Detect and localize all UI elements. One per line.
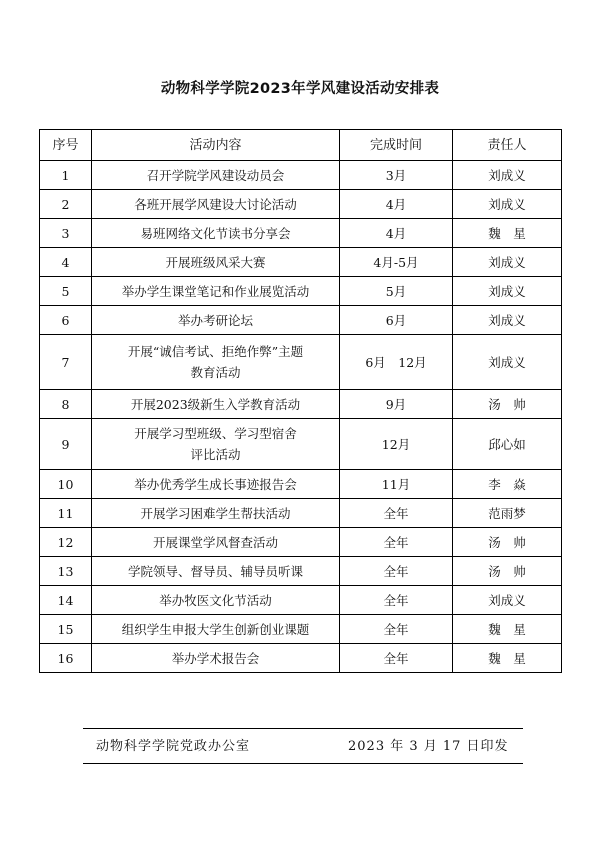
row-time: 9月: [340, 390, 453, 419]
table-row: [40, 557, 562, 586]
row-time: 5月: [340, 277, 453, 306]
row-number: 12: [40, 528, 92, 557]
row-number: 4: [40, 248, 92, 277]
row-number: 15: [40, 615, 92, 644]
row-content: 举办学术报告会: [92, 644, 340, 673]
row-content: 易班网络文化节读书分享会: [92, 219, 340, 248]
row-person: 刘成义: [453, 161, 562, 190]
row-person: 刘成义: [453, 277, 562, 306]
row-time: 6月 12月: [340, 335, 453, 390]
table-header-row: [40, 130, 562, 161]
row-number: 10: [40, 470, 92, 499]
table-row: [40, 335, 562, 390]
page-title: 动物科学学院2023年学风建设活动安排表: [160, 81, 440, 97]
row-number: 1: [40, 161, 92, 190]
row-number: 11: [40, 499, 92, 528]
table-row: [40, 528, 562, 557]
row-time: 6月: [340, 306, 453, 335]
row-person: 魏 星: [453, 219, 562, 248]
row-content: 组织学生申报大学生创新创业课题: [92, 615, 340, 644]
row-content: [92, 335, 340, 390]
row-time: 全年: [340, 499, 453, 528]
row-content: 各班开展学风建设大讨论活动: [92, 190, 340, 219]
row-person: 李 焱: [453, 470, 562, 499]
row-time: 4月: [340, 219, 453, 248]
table-row: [40, 586, 562, 615]
table-row: [40, 161, 562, 190]
row-content: 举办优秀学生成长事迹报告会: [92, 470, 340, 499]
row-content: 举办学生课堂笔记和作业展览活动: [92, 277, 340, 306]
row-time: 12月: [340, 419, 453, 470]
row-time: 4月-5月: [340, 248, 453, 277]
header-person: 责任人: [453, 130, 562, 161]
header-time: 完成时间: [340, 130, 453, 161]
row-number: 8: [40, 390, 92, 419]
row-content-line: 评比活动: [190, 447, 241, 462]
row-content-line: 开展学习型班级、学习型宿舍: [134, 426, 297, 441]
row-content: 学院领导、督导员、辅导员听课: [92, 557, 340, 586]
row-person: 邱心如: [453, 419, 562, 470]
footer-date: 2023 年 3 月 17 日印发: [348, 739, 509, 754]
row-number: 2: [40, 190, 92, 219]
row-number: 16: [40, 644, 92, 673]
row-person: 刘成义: [453, 306, 562, 335]
row-person: 魏 星: [453, 615, 562, 644]
row-person: 汤 帅: [453, 528, 562, 557]
table-row: [40, 615, 562, 644]
footer-bottom-rule: [83, 763, 523, 764]
row-person: 范雨梦: [453, 499, 562, 528]
row-time: 全年: [340, 586, 453, 615]
row-time: 全年: [340, 528, 453, 557]
row-time: 4月: [340, 190, 453, 219]
footer-top-rule: [83, 728, 523, 729]
row-number: 5: [40, 277, 92, 306]
table-row: [40, 190, 562, 219]
row-content: 召开学院学风建设动员会: [92, 161, 340, 190]
table-row: [40, 470, 562, 499]
row-content: 开展2023级新生入学教育活动: [92, 390, 340, 419]
header-number: 序号: [40, 130, 92, 161]
table-row: [40, 390, 562, 419]
row-content: 开展课堂学风督查活动: [92, 528, 340, 557]
table-row: [40, 306, 562, 335]
row-number: 7: [40, 335, 92, 390]
table-row: [40, 499, 562, 528]
row-person: 汤 帅: [453, 390, 562, 419]
row-person: 汤 帅: [453, 557, 562, 586]
row-time: 全年: [340, 615, 453, 644]
row-number: 14: [40, 586, 92, 615]
row-time: 全年: [340, 644, 453, 673]
table-row: [40, 644, 562, 673]
schedule-table: [39, 129, 562, 673]
row-content: 开展学习困难学生帮扶活动: [92, 499, 340, 528]
row-person: 刘成义: [453, 190, 562, 219]
row-time: 全年: [340, 557, 453, 586]
row-content: 举办考研论坛: [92, 306, 340, 335]
row-person: 刘成义: [453, 248, 562, 277]
row-number: 9: [40, 419, 92, 470]
row-number: 6: [40, 306, 92, 335]
table-row: [40, 419, 562, 470]
row-number: 3: [40, 219, 92, 248]
row-person: 刘成义: [453, 335, 562, 390]
row-content: [92, 419, 340, 470]
table-row: [40, 248, 562, 277]
table-row: [40, 219, 562, 248]
row-number: 13: [40, 557, 92, 586]
row-content: 开展班级风采大赛: [92, 248, 340, 277]
row-person: 魏 星: [453, 644, 562, 673]
row-person: 刘成义: [453, 586, 562, 615]
row-content: 举办牧医文化节活动: [92, 586, 340, 615]
row-content-line: 教育活动: [190, 365, 241, 380]
footer-issuer: 动物科学学院党政办公室: [96, 739, 251, 754]
header-content: 活动内容: [92, 130, 340, 161]
table-row: [40, 277, 562, 306]
row-content-line: 开展“诚信考试、拒绝作弊”主题: [127, 344, 304, 359]
row-time: 11月: [340, 470, 453, 499]
row-time: 3月: [340, 161, 453, 190]
